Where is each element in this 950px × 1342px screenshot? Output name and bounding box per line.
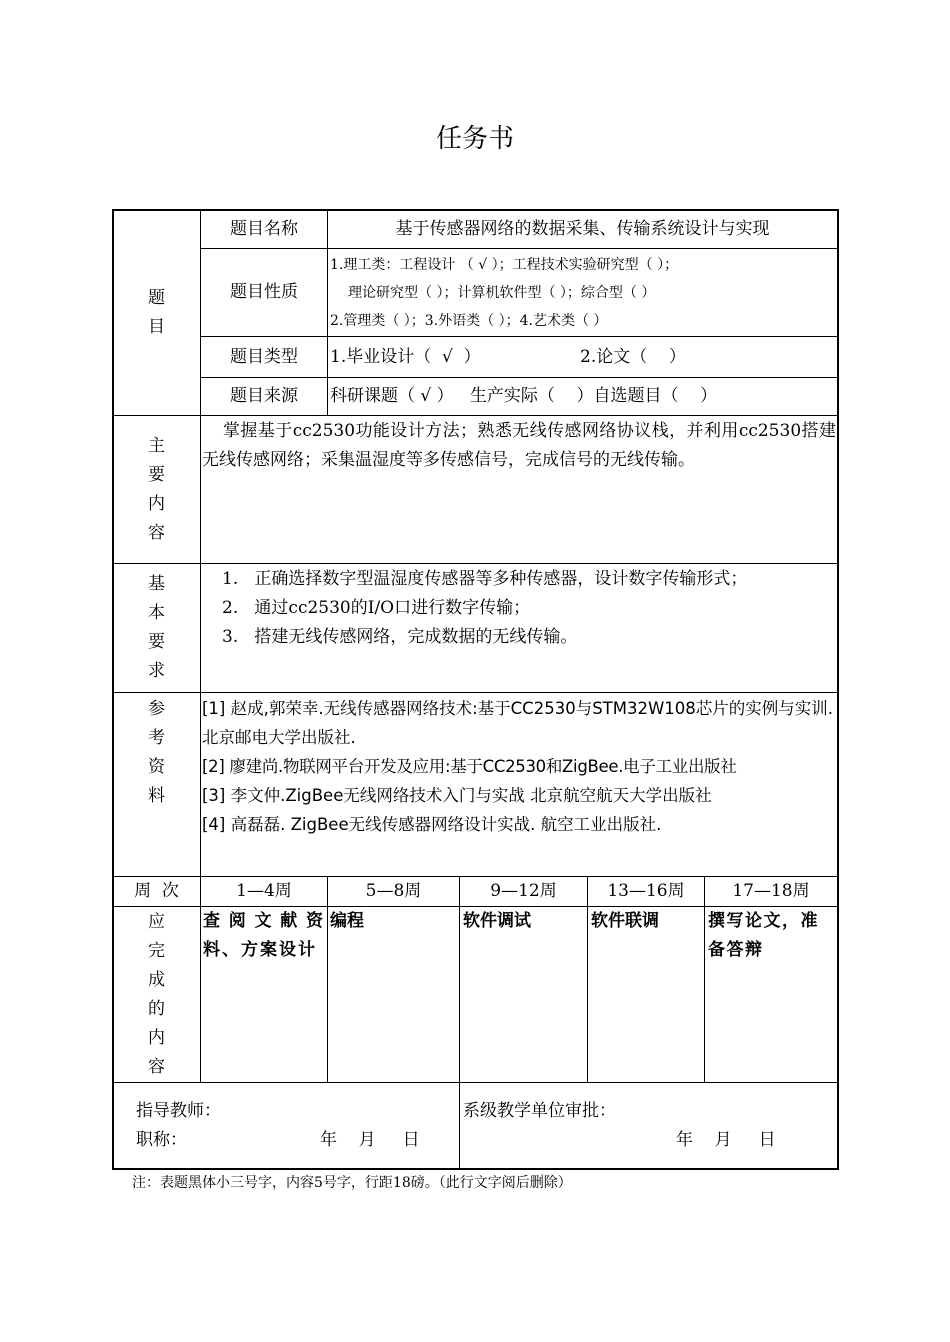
department-date: 年 月 日 — [676, 1130, 776, 1150]
requirement-item: 2. 通过cc2530的I/O口进行数字传输； — [222, 598, 531, 618]
label-char: 容 — [148, 1056, 165, 1077]
nature-line-2: 理论研究型（ ）；计算机软件型（ ）；综合型（ ） — [348, 285, 656, 301]
label-char: 内 — [148, 493, 165, 514]
label-char: 要 — [148, 632, 165, 652]
label-char: 基 — [148, 574, 165, 594]
label-char: 要 — [148, 464, 165, 485]
topic-section-label — [113, 210, 200, 415]
nature-line-1: 1.理工类：工程设计 （ √ ）；工程技术实验研究型（ ）； — [330, 257, 679, 273]
week-3: 9—12周 — [490, 881, 557, 901]
label-char: 求 — [148, 661, 165, 681]
label-char: 的 — [148, 998, 165, 1019]
label-char: 本 — [148, 603, 165, 623]
reference-item: [3] 李文仲.ZigBee无线网络技术入门与实战 北京航空航天大学出版社 — [202, 786, 712, 805]
reference-item: [1] 赵成,郭荣幸.无线传感器网络技术:基于CC2530与STM32W108芯片的实例与实训.北京邮电大学出版社. — [202, 699, 834, 747]
week-label: 周 次 — [134, 881, 179, 901]
document-title: 任务书 — [435, 124, 514, 154]
type-option-thesis-design: 1.毕业设计（ √ ） — [330, 346, 481, 367]
task-week-2: 编程 — [330, 911, 364, 931]
department-approval-label: 系级教学单位审批： — [463, 1101, 616, 1121]
week-5: 17—18周 — [732, 881, 810, 901]
advisor-label: 指导教师： — [136, 1101, 221, 1121]
type-option-paper: 2.论文（ ） — [580, 346, 686, 367]
requirement-item: 1. 正确选择数字型温湿度传感器等多种传感器，设计数字传输形式； — [222, 569, 748, 589]
label-char: 完 — [148, 940, 165, 961]
label-char: 资 — [148, 757, 165, 777]
topic-label-char: 题 — [148, 287, 165, 308]
references-label — [113, 695, 200, 811]
topic-nature-label: 题目性质 — [230, 282, 298, 302]
topic-type-options — [330, 337, 836, 377]
reference-item: [4] 高磊磊. ZigBee无线传感器网络设计实战. 航空工业出版社. — [202, 815, 662, 834]
label-char: 成 — [148, 969, 165, 990]
rank-label: 职称： — [136, 1130, 187, 1150]
week-4: 13—16周 — [607, 881, 685, 901]
reference-item: [2] 廖建尚.物联网平台开发及应用:基于CC2530和ZigBee.电子工业出版社 — [202, 757, 737, 776]
topic-name-label: 题目名称 — [230, 218, 298, 239]
label-char: 容 — [148, 522, 165, 543]
task-week-3: 软件调试 — [463, 911, 531, 931]
tasks-label — [113, 907, 200, 1082]
task-week-5: 撰写论文，准备答辩 — [708, 911, 819, 960]
nature-line-3: 2.管理类（ ）；3.外语类（ ）；4.艺术类（ ） — [330, 313, 608, 329]
requirements-list — [222, 565, 834, 652]
topic-name-value: 基于传感器网络的数据采集、传输系统设计与实现 — [395, 218, 770, 239]
label-char: 参 — [148, 699, 165, 719]
main-content-text: 掌握基于cc2530功能设计方法；熟悉无线传感网络协议栈，并利用cc2530搭建无线传感网络；采集温湿度等多传感信号，完成信号的无线传输。 — [202, 421, 836, 470]
week-2: 5—8周 — [365, 881, 422, 901]
topic-source-label: 题目来源 — [230, 386, 298, 406]
label-char: 主 — [148, 435, 165, 456]
references-list — [202, 694, 836, 839]
label-char: 应 — [148, 911, 165, 932]
requirement-item: 3. 搭建无线传感网络，完成数据的无线传输。 — [222, 627, 578, 647]
topic-nature-options — [330, 251, 836, 335]
requirements-label — [113, 564, 200, 692]
task-week-1: 查阅文献资料、方案设计 — [203, 911, 325, 960]
label-char: 料 — [148, 786, 165, 806]
topic-label-char: 目 — [148, 316, 165, 337]
topic-source-options: 科研课题（ √ ） 生产实际（ ）自选题目（ ） — [330, 386, 718, 406]
task-week-4: 软件联调 — [591, 911, 659, 931]
footnote: 注：表题黑体小三号字，内容5号字，行距18磅。（此行文字阅后删除） — [132, 1175, 572, 1191]
topic-type-label: 题目类型 — [230, 346, 298, 367]
week-1: 1—4周 — [236, 881, 292, 901]
main-content-label — [113, 416, 200, 563]
advisor-date: 年 月 日 — [320, 1130, 420, 1150]
label-char: 内 — [148, 1027, 165, 1048]
label-char: 考 — [148, 728, 165, 748]
